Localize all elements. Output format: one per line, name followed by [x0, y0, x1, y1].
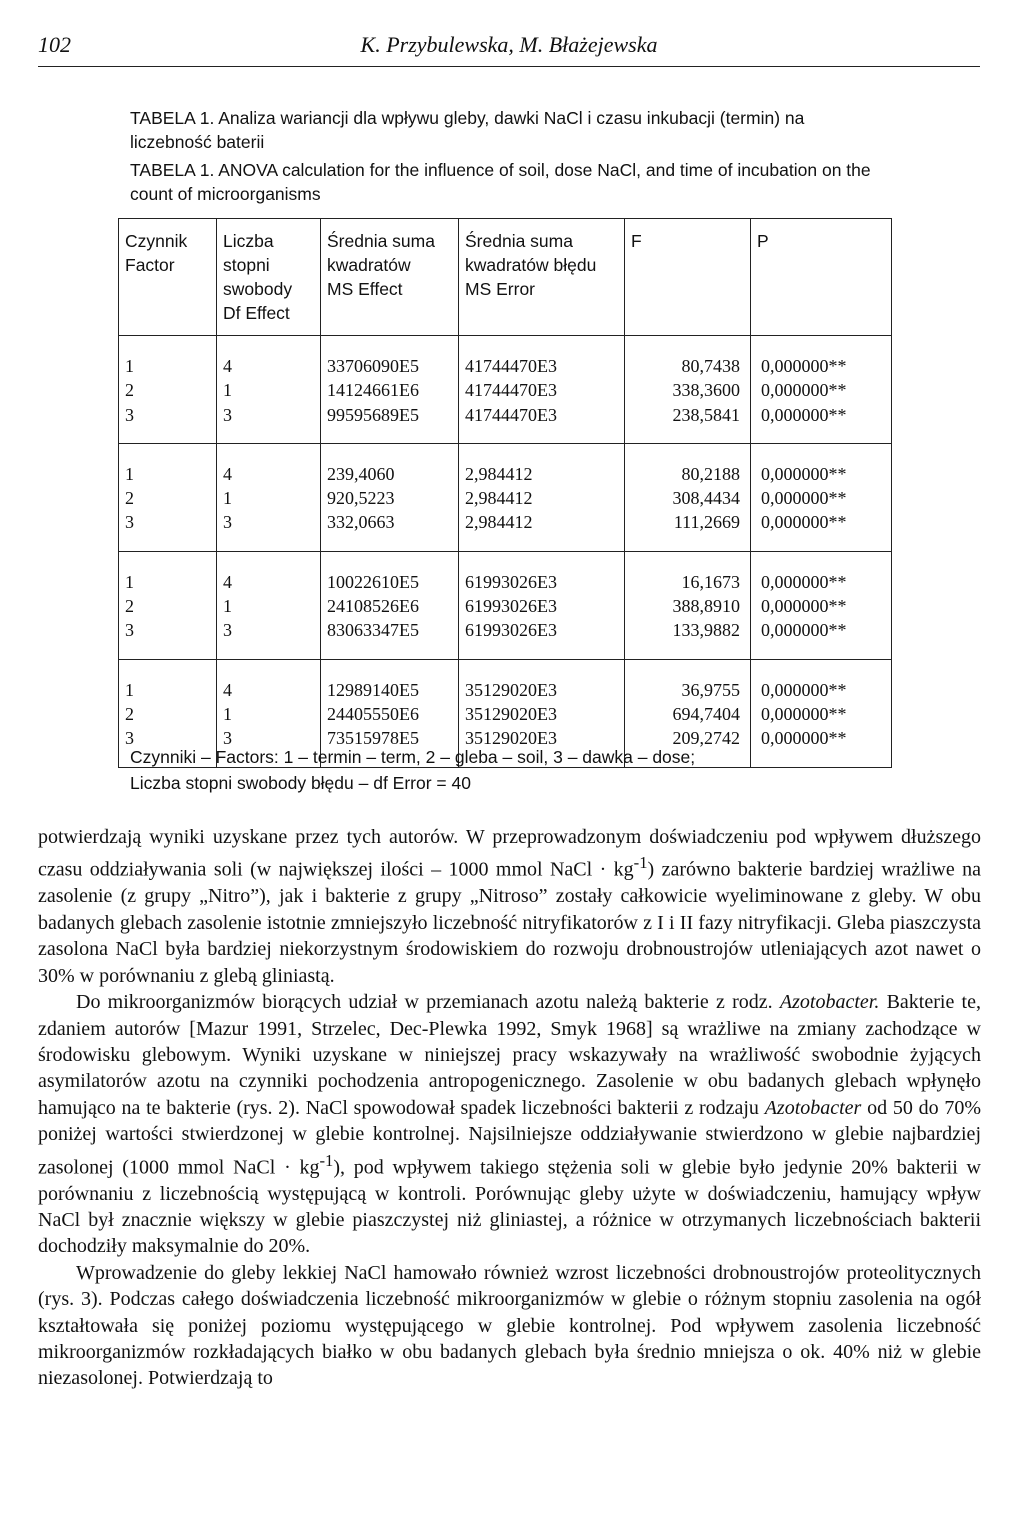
table-row: [119, 443, 892, 486]
table-cell: 920,5223: [321, 486, 459, 510]
table-cell: 35129020E3: [459, 659, 625, 702]
table-group-2: [119, 443, 892, 551]
paragraph-3: Wprowadzenie do gleby lekkiej NaCl hamowało również wzrost liczebności drobnoustrojów proteolitycznych (rys. 3). Podczas całego doświadczenia liczebność mikroorganizmów w glebie o różnym stopniu zasolenia na ogół kształtowała się poniżej poziomu występującego w glebie kontrolnej. Pod wpływem zasolenia liczebność mikroorganizmów rozkładających białko w obu badanych glebach była średnio mniejsza o ok. 40% niż w glebie niezasolonej. Potwierdzają to: [38, 1261, 981, 1390]
table-cell: 4: [217, 336, 321, 379]
table-cell: 0,000000**: [751, 403, 892, 444]
table-cell: 4: [217, 659, 321, 702]
table-cell: 2: [119, 702, 217, 726]
table-row: [119, 336, 892, 379]
table-cell: 0,000000**: [751, 726, 892, 767]
table-cell: 3: [217, 403, 321, 444]
table-cell: 10022610E5: [321, 551, 459, 594]
table-row: [119, 659, 892, 702]
body-text: [38, 824, 981, 1392]
table-cell: 0,000000**: [751, 510, 892, 551]
paragraph-1: potwierdzają wyniki uzyskane przez tych autorów. W przeprowadzonym doświadczeniu pod wpływem dłuższego czasu oddziaływania soli (w największej ilości – 1000 mmol NaCl · $kg^{-1}$) zarówno bakterie bardziej wrażliwe na zasolenie (z grupy „Nitro”), jak i bakterie z grupy „Nitroso” zostały całkowicie wyeliminowane z gleby. W obu badanych glebach zasolenie istotnie zmniejszyło liczebność nitryfikatorów z I i II fazy nitryfikacji. Gleba piaszczysta zasolona NaCl była bardziej niekorzystnym środowiskiem do rozwoju drobnoustrojów utleniających azot nawet o 30% w porównaniu z glebą gliniastą.: [38, 826, 981, 987]
table-cell: 2: [119, 486, 217, 510]
table-cell: 16,1673: [625, 551, 751, 594]
table-cell: 3: [217, 510, 321, 551]
table-cell: 73515978E5: [321, 726, 459, 767]
footnote-factors: Czynniki – Factors: 1 – termin – term, 2 – gleba – soil, 3 – dawka – dose;: [130, 747, 696, 767]
table-cell: 239,4060: [321, 443, 459, 486]
running-title: K. Przybulewska, M. Błażejewska: [360, 32, 658, 57]
table-cell: 41744470E3: [459, 378, 625, 402]
table-row: [119, 378, 892, 402]
table-cell: 35129020E3: [459, 726, 625, 767]
table-cell: 308,4434: [625, 486, 751, 510]
table-cell: 0,000000**: [751, 378, 892, 402]
table-cell: 35129020E3: [459, 702, 625, 726]
paragraph-2: Do mikroorganizmów biorących udział w przemianach azotu należą bakterie z rodz. Azotobacter. Bakterie te, zdaniem autorów [Mazur 1991, Strzelec, Dec-Plewka 1992, Smyk 1968] są wrażliwe na zmiany zachodzące w środowisku glebowym. Wyniki uzyskane w niniejszej pracy wskazywały na wrażliwość swobodnie żyjących asymilatorów azotu na czynniki pochodzenia antropogenicznego. Zasolenie w obu badanych glebach wpłynęło hamująco na te bakterie (rys. 2). NaCl spowodował spadek liczebności bakterii z rodzaju Azotobacter od 50 do 70% poniżej wartości stwierdzonej w glebie kontrolnej. Najsilniejsze oddziaływanie stwierdzono w glebie najbardziej zasolonej (1000 mmol NaCl · $kg^{-1}$), pod wpływem takiego stężenia soli w glebie było jedynie 20% bakterii w porównaniu z liczebnością występującą w kontroli. Porównując gleby użyte w doświadczeniu, hamujący wpływ NaCl był znacznie większy w glebie piaszczystej niż gliniastej, a różnice w otrzymanych liczebnościach bakterii dochodziły maksymalnie do 20%.: [38, 991, 981, 1258]
table-cell: 1: [217, 486, 321, 510]
table-cell: 24108526E6: [321, 594, 459, 618]
table-caption-polish: TABELA 1. Analiza wariancji dla wpływu gleby, dawki NaCl i czasu inkubacji (termin) na liczebność baterii: [130, 108, 805, 152]
table-cell: 14124661E6: [321, 378, 459, 402]
genus-name: Azotobacter.: [779, 991, 880, 1014]
page-header: [38, 32, 980, 67]
table-cell: 1: [119, 443, 217, 486]
table-cell: 694,7404: [625, 702, 751, 726]
table-cell: 33706090E5: [321, 336, 459, 379]
table-cell: 3: [217, 618, 321, 659]
column-header: Czynnik Factor: [119, 219, 217, 336]
table-cell: 4: [217, 551, 321, 594]
table-cell: 2,984412: [459, 486, 625, 510]
table-cell: 12989140E5: [321, 659, 459, 702]
table-cell: 4: [217, 443, 321, 486]
table-cell: 238,5841: [625, 403, 751, 444]
table-cell: 1: [217, 702, 321, 726]
table-cell: 209,2742: [625, 726, 751, 767]
table-group-1: [119, 336, 892, 444]
table-cell: 3: [119, 403, 217, 444]
footnote-df-error: Liczba stopni swobody błędu – df Error = 40: [130, 773, 471, 793]
column-header: F: [625, 219, 751, 336]
table-header-row: [119, 219, 892, 336]
table-cell: 338,3600: [625, 378, 751, 402]
table-cell: 41744470E3: [459, 403, 625, 444]
table-cell: 332,0663: [321, 510, 459, 551]
table-row: [119, 403, 892, 444]
table-cell: 0,000000**: [751, 702, 892, 726]
genus-name: Azotobacter: [764, 1096, 862, 1119]
column-header: Liczba stopni swobody Df Effect: [217, 219, 321, 336]
table-cell: 1: [217, 378, 321, 402]
table-cell: 0,000000**: [751, 618, 892, 659]
table-row: [119, 594, 892, 618]
table-cell: 3: [119, 618, 217, 659]
table-cell: 61993026E3: [459, 594, 625, 618]
table-row: [119, 486, 892, 510]
table-cell: 0,000000**: [751, 594, 892, 618]
table-cell: 36,9755: [625, 659, 751, 702]
table-cell: 3: [119, 510, 217, 551]
table-cell: 2: [119, 594, 217, 618]
table-cell: 0,000000**: [751, 443, 892, 486]
table-cell: 0,000000**: [751, 486, 892, 510]
page-number: 102: [38, 32, 71, 57]
column-header: Średnia suma kwadratów MS Effect: [321, 219, 459, 336]
table-cell: 3: [217, 726, 321, 767]
table-cell: 133,9882: [625, 618, 751, 659]
table-caption-english: TABELA 1. ANOVA calculation for the influence of soil, dose NaCl, and time of incubation on the count of microorganisms: [130, 160, 871, 204]
table-cell: 3: [119, 726, 217, 767]
table-cell: 80,7438: [625, 336, 751, 379]
column-header: Średnia suma kwadratów błędu MS Error: [459, 219, 625, 336]
table-cell: 1: [119, 336, 217, 379]
table-cell: 0,000000**: [751, 336, 892, 379]
table-row: [119, 510, 892, 551]
table-cell: 61993026E3: [459, 618, 625, 659]
table-row: [119, 618, 892, 659]
table-cell: 2,984412: [459, 443, 625, 486]
table-cell: 99595689E5: [321, 403, 459, 444]
table-group-3: [119, 551, 892, 659]
anova-table: [118, 218, 892, 768]
table-cell: 61993026E3: [459, 551, 625, 594]
table-cell: 80,2188: [625, 443, 751, 486]
table-cell: 1: [119, 659, 217, 702]
table-cell: 388,8910: [625, 594, 751, 618]
table-footnote: [130, 744, 910, 796]
table-cell: 83063347E5: [321, 618, 459, 659]
table-cell: 41744470E3: [459, 336, 625, 379]
table-row: [119, 702, 892, 726]
table-cell: 2,984412: [459, 510, 625, 551]
table-cell: 1: [119, 551, 217, 594]
table-row: [119, 551, 892, 594]
table-cell: 0,000000**: [751, 659, 892, 702]
table-cell: 1: [217, 594, 321, 618]
table-cell: 2: [119, 378, 217, 402]
table-cell: 24405550E6: [321, 702, 459, 726]
column-header: P: [751, 219, 892, 336]
table-cell: 0,000000**: [751, 551, 892, 594]
table-cell: 111,2669: [625, 510, 751, 551]
